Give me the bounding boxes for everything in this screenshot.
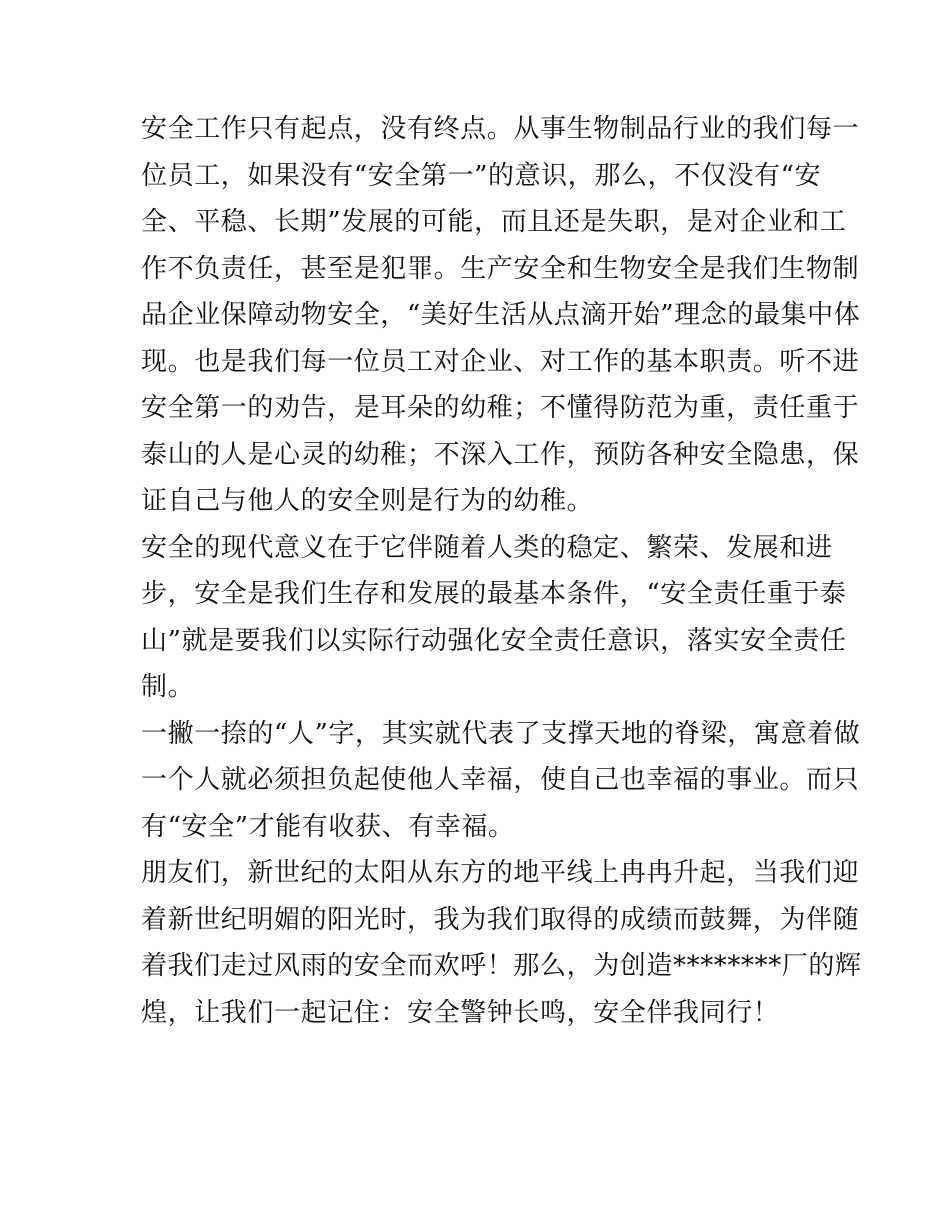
text-line: 泰山的人是心灵的幼稚；不深入工作，预防各种安全隐患，保 [141,439,860,470]
paragraph-2 [141,525,847,711]
text-line: 安全工作只有起点，没有终点。从事生物制品行业的我们每一 [141,114,860,144]
text-line: 着新世纪明媚的阳光时，我为我们取得的成绩而鼓舞，为伴随 [141,904,860,935]
text-line: 品企业保障动物安全，“美好生活从点滴开始”理念的最集中体 [141,300,861,330]
text-line: 制。 [141,672,195,702]
text-line: 证自己与他人的安全则是行为的幼稚。 [141,486,594,516]
text-line: 煌，让我们一起记住：安全警钟长鸣，安全伴我同行！ [141,997,780,1028]
text-line: 山”就是要我们以实际行动强化安全责任意识，落实安全责任 [141,625,847,656]
text-line: 安全第一的劝告，是耳朵的幼稚；不懂得防范为重，责任重于 [141,393,860,423]
paragraph-4 [141,850,862,1036]
text-line: 一撇一捺的“人”字，其实就代表了支撑天地的脊梁，寓意着做 [141,718,861,749]
text-line: 现。也是我们每一位员工对企业、对工作的基本职责。听不进 [141,346,860,377]
text-line: 作不负责任，甚至是犯罪。生产安全和生物安全是我们生物制 [141,253,860,284]
text-line: 着我们走过风雨的安全而欢呼！那么，为创造********厂的辉 [141,951,862,981]
paragraph-3 [141,711,861,851]
text-line: 位员工，如果没有“安全第一”的意识，那么，不仅没有“安 [141,160,822,191]
text-line: 一个人就必须担负起使他人幸福，使自己也幸福的事业。而只 [141,765,860,795]
text-line: 安全的现代意义在于它伴随着人类的稳定、繁荣、发展和进 [141,532,833,563]
text-line: 步，安全是我们生存和发展的最基本条件，“安全责任重于泰 [141,579,847,609]
text-line: 有“安全”才能有收获、有幸福。 [141,811,515,842]
text-line: 全、平稳、长期”发展的可能，而且还是失职，是对企业和工 [141,207,847,237]
paragraph-1 [141,106,861,525]
text-line: 朋友们，新世纪的太阳从东方的地平线上冉冉升起，当我们迎 [141,858,860,888]
document-body [141,106,862,1036]
